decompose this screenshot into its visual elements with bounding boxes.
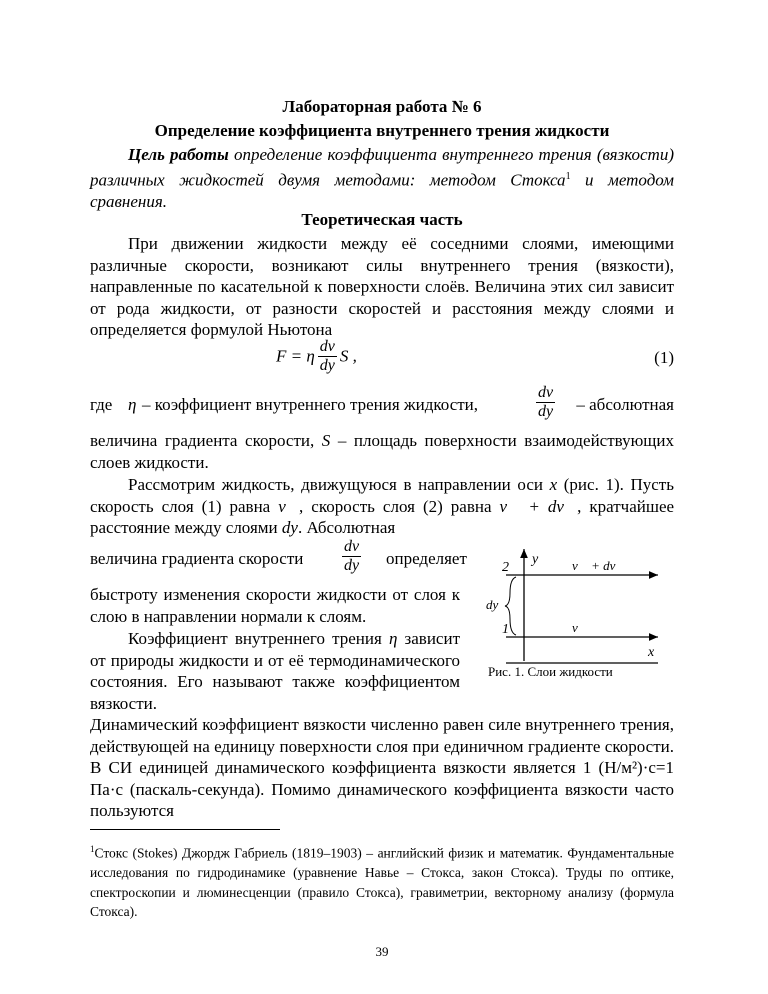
formula-rhs: S ,: [339, 346, 357, 366]
y-label: y: [532, 552, 539, 567]
goal-text: определение коэффициента внутреннего трения (вязкости) различных жидкостей двумя методами: методом Стокса: [90, 145, 674, 190]
x-label: x: [648, 645, 655, 660]
lab-title: Лабораторная работа № 6: [282, 97, 482, 116]
section-title: Теоретическая часть: [301, 210, 463, 229]
layer-1-label: 1: [502, 622, 509, 637]
paragraph-3-continuation: Динамический коэффициент вязкости численно равен силе внутреннего трения, действующей на единицу поверхности слоя при единичном градиенте скорости. В СИ единицей динамического коэффициента вязкости является 1 (Н/м²)·с=1 Па·с (паскаль-секунда). Помимо динамического коэффициента вязкости часто пользуются: [90, 715, 674, 820]
formula-denominator: dy: [319, 357, 335, 374]
v-dv-label: v⃗ + dv⃗: [572, 558, 626, 573]
goal-label: Цель работы: [128, 145, 229, 164]
layer-2-label: 2: [502, 560, 509, 575]
page-number: 39: [375, 944, 389, 959]
v-label: v⃗: [572, 620, 588, 635]
dy-label: dy: [486, 597, 499, 612]
formula-numerator: dv: [319, 338, 335, 355]
figure-caption: Рис. 1. Слои жидкости: [488, 664, 613, 679]
paragraph-2: Рассмотрим жидкость, движущуюся в направлении оси x (рис. 1). Пусть скорость слоя (1) равна v⃗, скорость слоя (2) равна v⃗ + dv⃗, кратчайшее расстояние между слоями dy. Абсолютная: [90, 475, 675, 537]
where-continuation: [90, 430, 674, 473]
gradient-line: величина градиента скорости $\frac{dv}{dy}$ определяет: [90, 538, 467, 574]
goal-paragraph: [90, 144, 674, 212]
paragraph-1: При движении жидкости между её соседними слоями, имеющими различные скорости, возникают силы внутреннего трения (вязкости), направленные по касательной к поверхности слоёв. Величина этих сил зависит от рода жидкости, от разности скоростей и расстояния между слоями и определяется формулой Ньютона: [90, 234, 674, 339]
goal-text-end: и методом сравнения.: [90, 170, 674, 211]
where-text: где: [90, 395, 113, 414]
area-text: – площадь поверхности взаимодействующих слоев жидкости.: [90, 431, 674, 472]
formula-newton: [90, 338, 674, 382]
where-denominator: dy: [538, 403, 554, 420]
formula-lhs: F = η: [276, 346, 315, 366]
where-description: – коэффициент внутреннего трения жидкости,: [142, 395, 479, 414]
paragraph-3: Коэффициент внутреннего трения η зависит от природы жидкости и от её термодинамического состояния. Его называют также коэффициентом вязкости.: [90, 629, 461, 713]
where-line: [90, 384, 674, 428]
where-tail: – абсолютная: [576, 395, 674, 414]
gradient-continuation: быстроту изменения скорости жидкости от слоя к слою в направлении нормали к слоям.: [90, 585, 460, 626]
gradient-text: величина градиента скорости,: [90, 431, 315, 450]
goal-footnote-ref: 1: [565, 170, 571, 182]
eta-symbol: η: [128, 395, 137, 414]
formula-number: (1): [654, 348, 674, 367]
where-numerator: dv: [538, 384, 554, 401]
footnote: $^1$Стокс (Stokes) Джордж Габриель (1819–1903) – английский физик и математик. Фундаментальные исследования по гидродинамике (уравнение Навье – Стокса, закон Стокса). Труды по оптике, спектроскопии и люминесценции (правило Стокса), гравиметрии, векторному анализу (формула Стокса).: [90, 844, 674, 919]
figure-fluid-layers: [486, 545, 676, 675]
document-page: [90, 0, 674, 994]
footnote-separator: [90, 829, 280, 830]
s-symbol: S: [321, 431, 331, 450]
lab-subtitle: Определение коэффициента внутреннего трения жидкости: [154, 121, 610, 140]
